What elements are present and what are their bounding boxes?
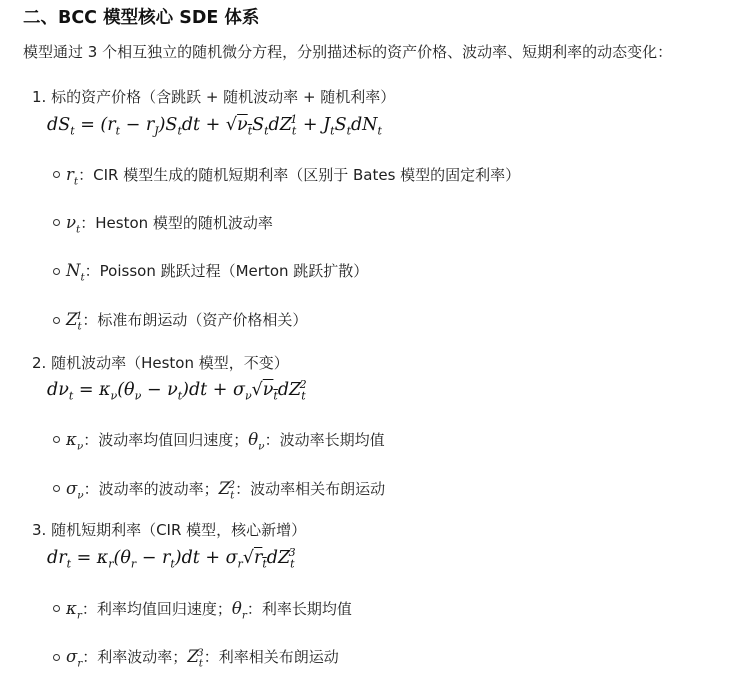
list-item-asset-price: 1. 标的资产价格（含跳跃 + 随机波动率 + 随机利率） xyxy=(32,88,396,106)
intro-paragraph: 模型通过 3 个相互独立的随机微分方程，分别描述标的资产价格、波动率、短期利率的动态变化： xyxy=(23,43,673,61)
bullet-marker xyxy=(53,485,60,492)
note-rt: $r_t$：CIR 模型生成的随机短期利率（区别于 Bates 模型的固定利率） xyxy=(66,165,521,188)
note-sigma-r: $\sigma_r$：利率波动率；$Z_t^3$：利率相关布朗运动 xyxy=(66,646,339,670)
bullet-marker xyxy=(53,268,60,275)
bullet-marker xyxy=(53,171,60,178)
section-heading: 二、BCC 模型核心 SDE 体系 xyxy=(23,8,260,28)
note-Z1: $Z_t^1$：标准布朗运动（资产价格相关） xyxy=(66,309,308,333)
list-item-volatility: 2. 随机波动率（Heston 模型，不变） xyxy=(32,354,289,372)
equation-asset-sde: $dS_t = (r_t - r_J)S_tdt + √\nu_tS_tdZ_t^1 + J_tS_tdN_t$ xyxy=(47,113,382,138)
list-item-short-rate: 3. 随机短期利率（CIR 模型，核心新增） xyxy=(32,521,307,539)
equation-volatility-sde: $d\nu_t = \kappa_\nu(\theta_\nu - \nu_t)dt + \sigma_\nu√\nu_tdZ_t^2$ xyxy=(47,378,307,403)
note-nu: $\nu_t$：Heston 模型的随机波动率 xyxy=(66,213,273,236)
bullet-marker xyxy=(53,654,60,661)
note-kappa-nu: $\kappa_\nu$：波动率均值回归速度；$\theta_\nu$：波动率长期均值 xyxy=(66,430,385,453)
note-Nt: $N_t$：Poisson 跳跃过程（Merton 跳跃扩散） xyxy=(66,261,369,284)
bullet-marker xyxy=(53,605,60,612)
note-sigma-nu: $\sigma_\nu$：波动率的波动率；$Z_t^2$：波动率相关布朗运动 xyxy=(66,478,386,502)
bullet-marker xyxy=(53,219,60,226)
bullet-marker xyxy=(53,436,60,443)
note-kappa-r: $\kappa_r$：利率均值回归速度；$\theta_r$：利率长期均值 xyxy=(66,599,352,622)
bullet-marker xyxy=(53,317,60,324)
equation-rate-sde: $dr_t = \kappa_r(\theta_r - r_t)dt + \sigma_r√r_tdZ_t^3$ xyxy=(47,546,296,571)
